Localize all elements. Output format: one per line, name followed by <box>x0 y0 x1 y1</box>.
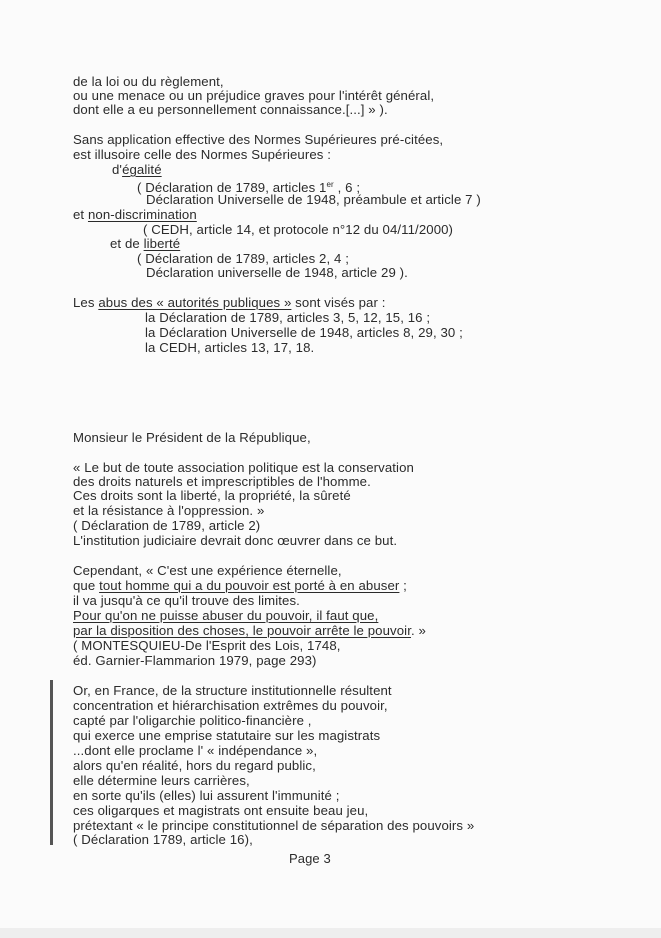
citation: ( Déclaration de 1789, article 2) <box>73 518 261 533</box>
citation: ( Déclaration 1789, article 16), <box>73 832 253 847</box>
text-fragment: , 6 ; <box>333 180 361 195</box>
text-line: il va jusqu'à ce qu'il trouve des limites. <box>73 593 300 608</box>
text-line: ( Déclaration de 1789, articles 2, 4 ; <box>137 251 349 266</box>
list-item: la CEDH, articles 13, 17, 18. <box>145 340 315 355</box>
text-line: Sans application effective des Normes Supérieures pré-citées, <box>73 132 444 147</box>
underlined-term: égalité <box>122 162 162 177</box>
underlined-term: liberté <box>143 236 181 251</box>
text-fragment: et <box>73 207 88 222</box>
text-line: elle détermine leurs carrières, <box>73 773 250 788</box>
superscript: er <box>326 180 334 189</box>
text-fragment: . » <box>410 623 426 638</box>
text-line: prétextant « le principe constitutionnel de séparation des pouvoirs » <box>73 818 475 833</box>
citation: éd. Garnier-Flammarion 1979, page 293) <box>73 653 317 668</box>
text-line: dont elle a eu personnellement connaissance.[...] » ). <box>73 102 388 117</box>
page-bottom-edge <box>0 928 661 938</box>
text-line: Or, en France, de la structure institutionnelle résultent <box>73 683 392 698</box>
text-fragment: Les <box>73 295 99 310</box>
text-fragment: ( Déclaration de 1789, articles 1 <box>137 180 327 195</box>
text-fragment: sont visés par : <box>291 295 386 310</box>
text-fragment: d' <box>112 162 123 177</box>
underlined-term: abus des « autorités publiques » <box>98 295 292 310</box>
list-item: la Déclaration de 1789, articles 3, 5, 12, 15, 16 ; <box>145 310 431 325</box>
text-fragment: ; <box>399 578 407 593</box>
text-line: Déclaration Universelle de 1948, préambule et article 7 ) <box>146 192 481 207</box>
text-line <box>73 579 407 593</box>
text-fragment: que <box>73 578 100 593</box>
text-line: Cependant, « C'est une expérience éternelle, <box>73 563 342 578</box>
text-line: est illusoire celle des Normes Supérieures : <box>73 147 332 162</box>
underlined-line: Pour qu'on ne puisse abuser du pouvoir, il faut que, <box>73 608 379 623</box>
text-fragment: et de <box>110 236 144 251</box>
text-line: capté par l'oligarchie politico-financière , <box>73 713 312 728</box>
text-line: de la loi ou du règlement, <box>73 74 224 89</box>
text-line <box>73 624 426 638</box>
text-line: alors qu'en réalité, hors du regard public, <box>73 758 316 773</box>
quote-line: des droits naturels et imprescriptibles de l'homme. <box>73 474 371 489</box>
underlined-term: non-discrimination <box>87 207 197 222</box>
text-line <box>73 296 385 310</box>
list-item: la Déclaration Universelle de 1948, articles 8, 29, 30 ; <box>145 325 463 340</box>
text-line: Déclaration universelle de 1948, article 29 ). <box>146 265 408 280</box>
text-line: L'institution judiciaire devrait donc œuvrer dans ce but. <box>73 533 398 548</box>
margin-bar <box>50 680 53 845</box>
text-line: en sorte qu'ils (elles) lui assurent l'immunité ; <box>73 788 340 803</box>
text-line: concentration et hiérarchisation extrêmes du pouvoir, <box>73 698 388 713</box>
quote-line: « Le but de toute association politique est la conservation <box>73 460 414 475</box>
text-line: qui exerce une emprise statutaire sur les magistrats <box>73 728 381 743</box>
text-line: ...dont elle proclame l' « indépendance », <box>73 743 318 758</box>
citation: ( MONTESQUIEU-De l'Esprit des Lois, 1748, <box>73 638 341 653</box>
text-line: ou une menace ou un préjudice graves pour l'intérêt général, <box>73 88 435 103</box>
text-line <box>112 163 162 177</box>
page-number: Page 3 <box>289 851 331 866</box>
underlined-term: tout homme qui a du pouvoir est porté à en abuser <box>99 578 400 593</box>
quote-line: et la résistance à l'oppression. » <box>73 503 265 518</box>
text-line: ( CEDH, article 14, et protocole n°12 du 04/11/2000) <box>143 222 454 237</box>
quote-line: Ces droits sont la liberté, la propriété, la sûreté <box>73 488 351 503</box>
text-line <box>73 208 197 222</box>
text-line <box>110 237 180 251</box>
underlined-term: par la disposition des choses, le pouvoir arrête le pouvoir <box>73 623 411 638</box>
text-line: ces oligarques et magistrats ont ensuite beau jeu, <box>73 803 369 818</box>
salutation: Monsieur le Président de la République, <box>73 430 311 445</box>
